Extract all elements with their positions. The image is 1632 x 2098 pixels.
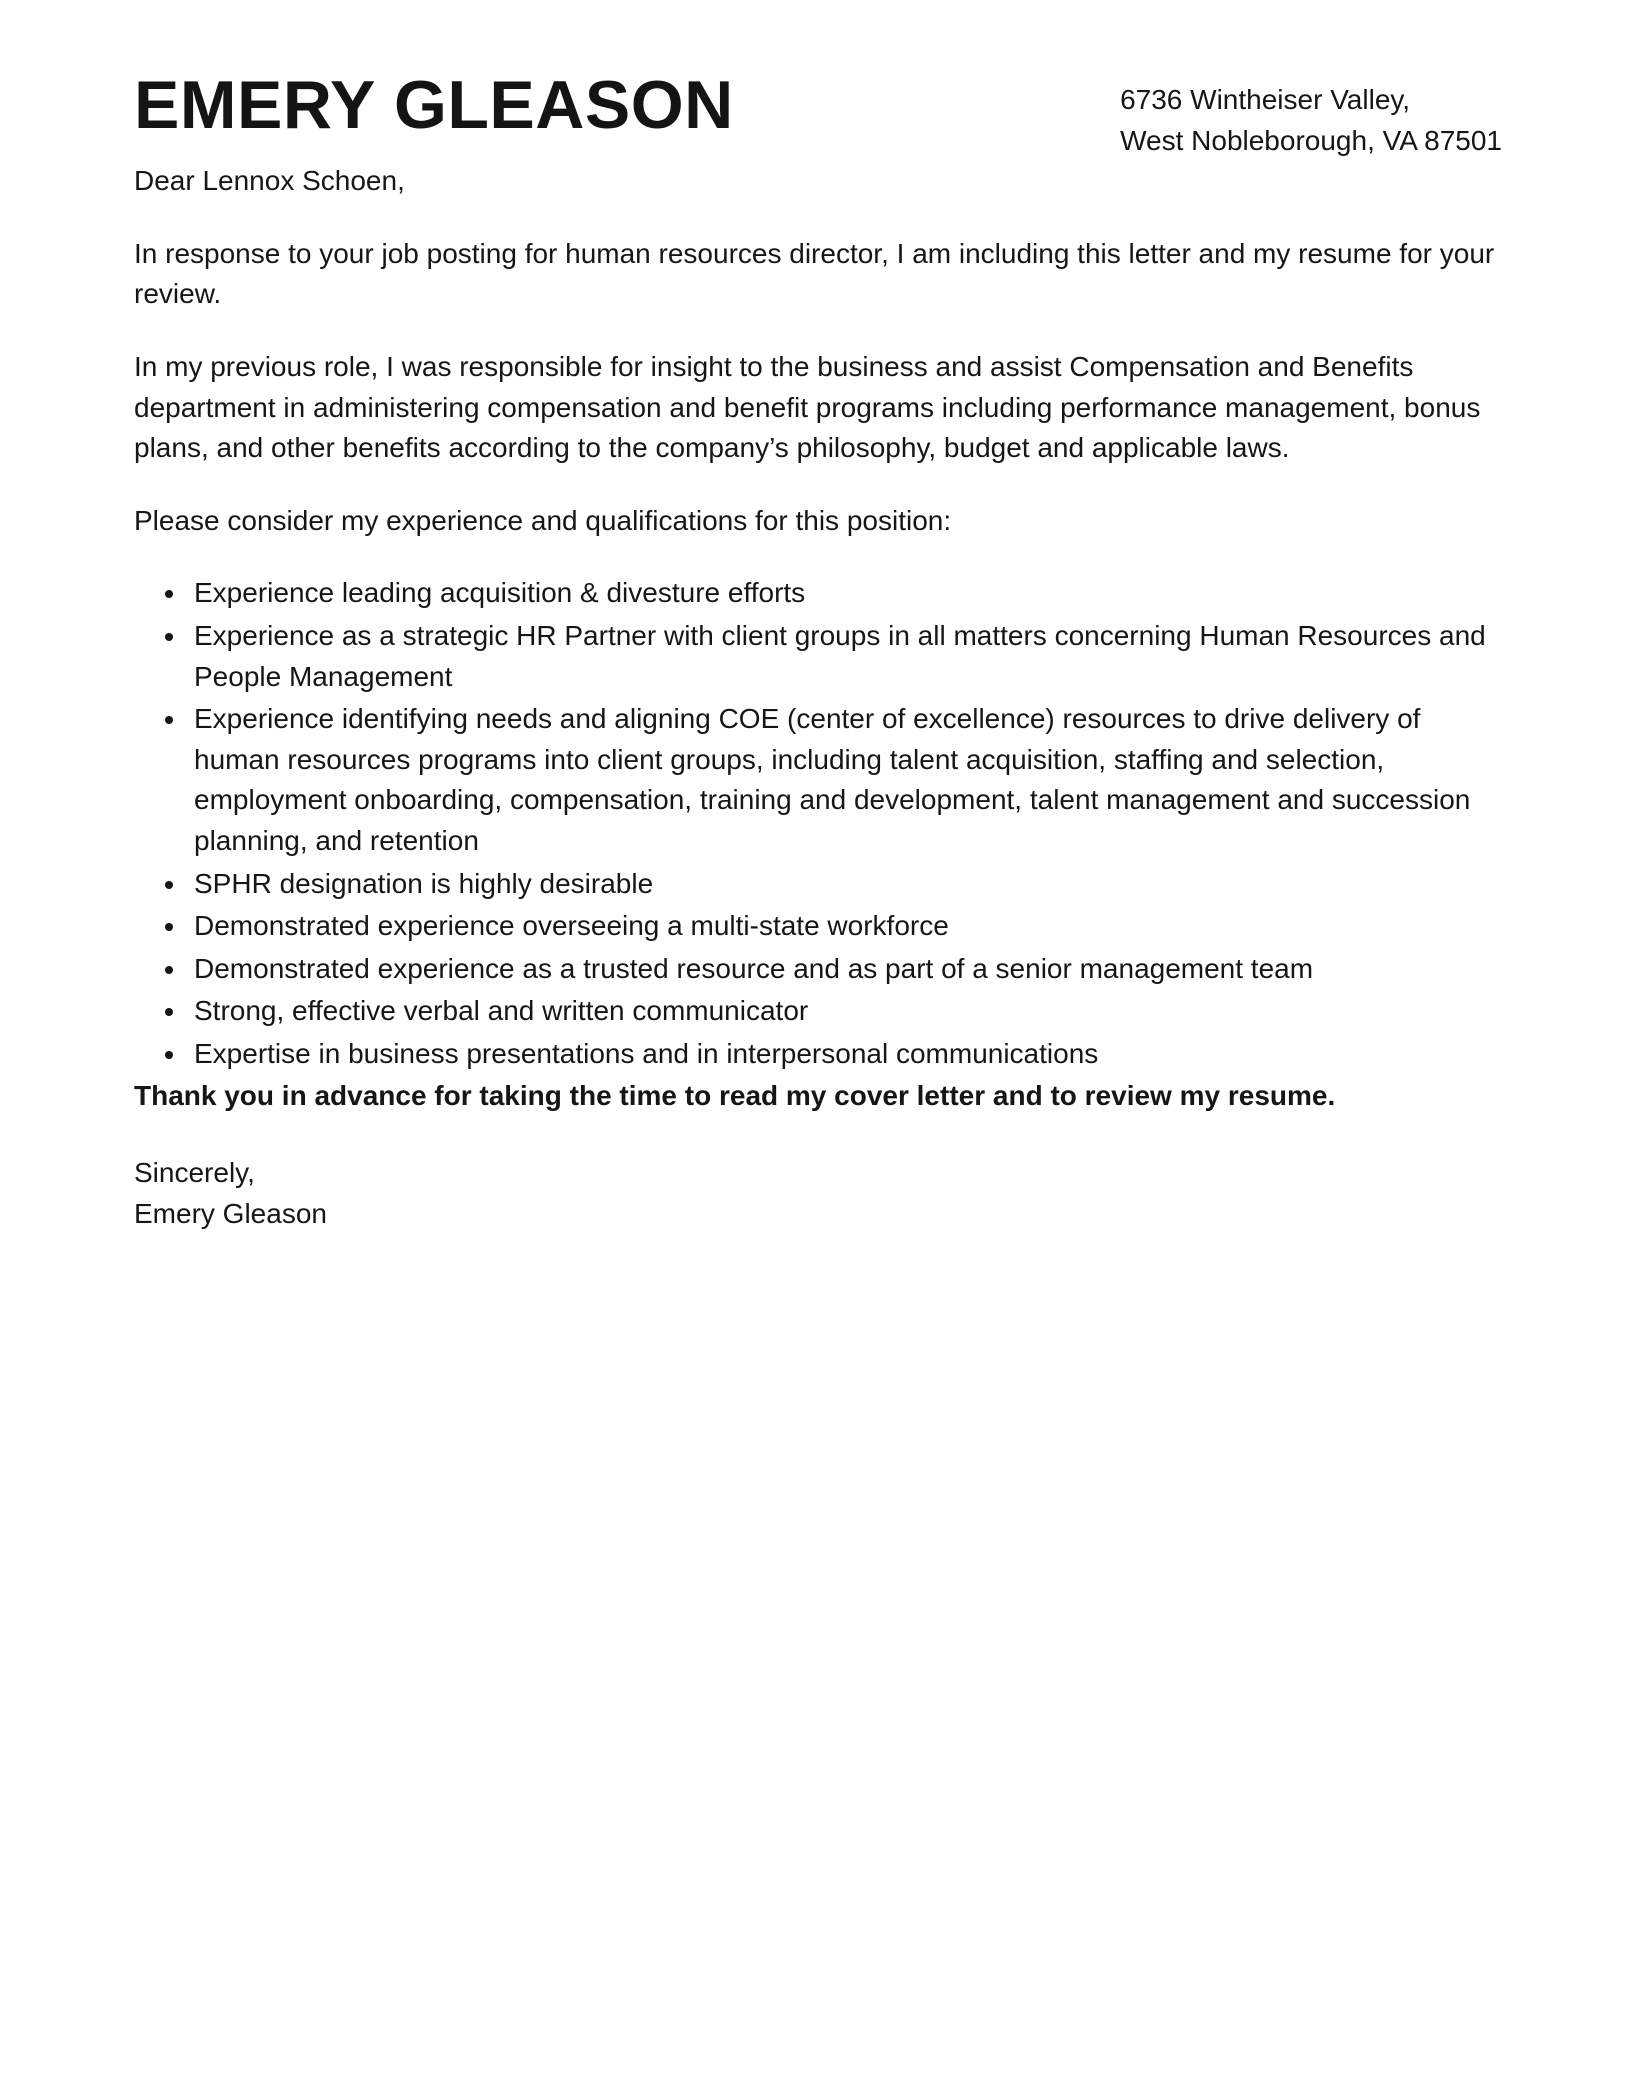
letter-body	[134, 161, 1502, 1234]
paragraph-previous-role: In my previous role, I was responsible for insight to the business and assist Compensation and Benefits department in administering compensation and benefit programs including performance management, bonus plans, and other benefits according to the company’s philosophy, budget and applicable laws.	[134, 350, 1481, 464]
address-block	[1120, 70, 1502, 161]
person-name: EMERY GLEASON	[134, 67, 734, 143]
qualification-list	[134, 573, 1502, 1074]
bullet-item: • Expertise in business presentations and in interpersonal communications	[188, 1034, 1502, 1075]
signoff: Sincerely,	[134, 1157, 255, 1189]
salutation: Dear Lennox Schoen,	[134, 165, 405, 197]
paragraph-intro: In response to your job posting for human resources director, I am including this letter and my resume for your review.	[134, 237, 1495, 310]
signature: Emery Gleason	[134, 1197, 327, 1229]
bullet-item: • Strong, effective verbal and written communicator	[188, 991, 1502, 1032]
address-line-2: West Nobleborough, VA 87501	[1120, 124, 1502, 156]
bullet-item: • Demonstrated experience overseeing a multi-state workforce	[188, 906, 1502, 947]
bullet-item: • Demonstrated experience as a trusted resource and as part of a senior management team	[188, 949, 1502, 990]
bullet-item: • SPHR designation is highly desirable	[188, 864, 1502, 905]
letter-header	[134, 67, 1502, 161]
paragraph-consider: Please consider my experience and qualifications for this position:	[134, 504, 952, 536]
closing-line: Thank you in advance for taking the time to read my cover letter and to review my resume.	[134, 1080, 1336, 1112]
bullet-item: • Experience as a strategic HR Partner with client groups in all matters concerning Human Resources and People Management	[188, 616, 1502, 697]
address-line-1: 6736 Wintheiser Valley,	[1120, 84, 1411, 115]
signoff-block	[134, 1153, 1502, 1234]
bullet-item: • Experience identifying needs and aligning COE (center of excellence) resources to drive delivery of human resources programs into client groups, including talent acquisition, staffing and selection, employment onboarding, compensation, training and development, talent management and succession planning, and retention	[188, 699, 1502, 861]
bullet-item: • Experience leading acquisition & divesture efforts	[188, 573, 1502, 614]
